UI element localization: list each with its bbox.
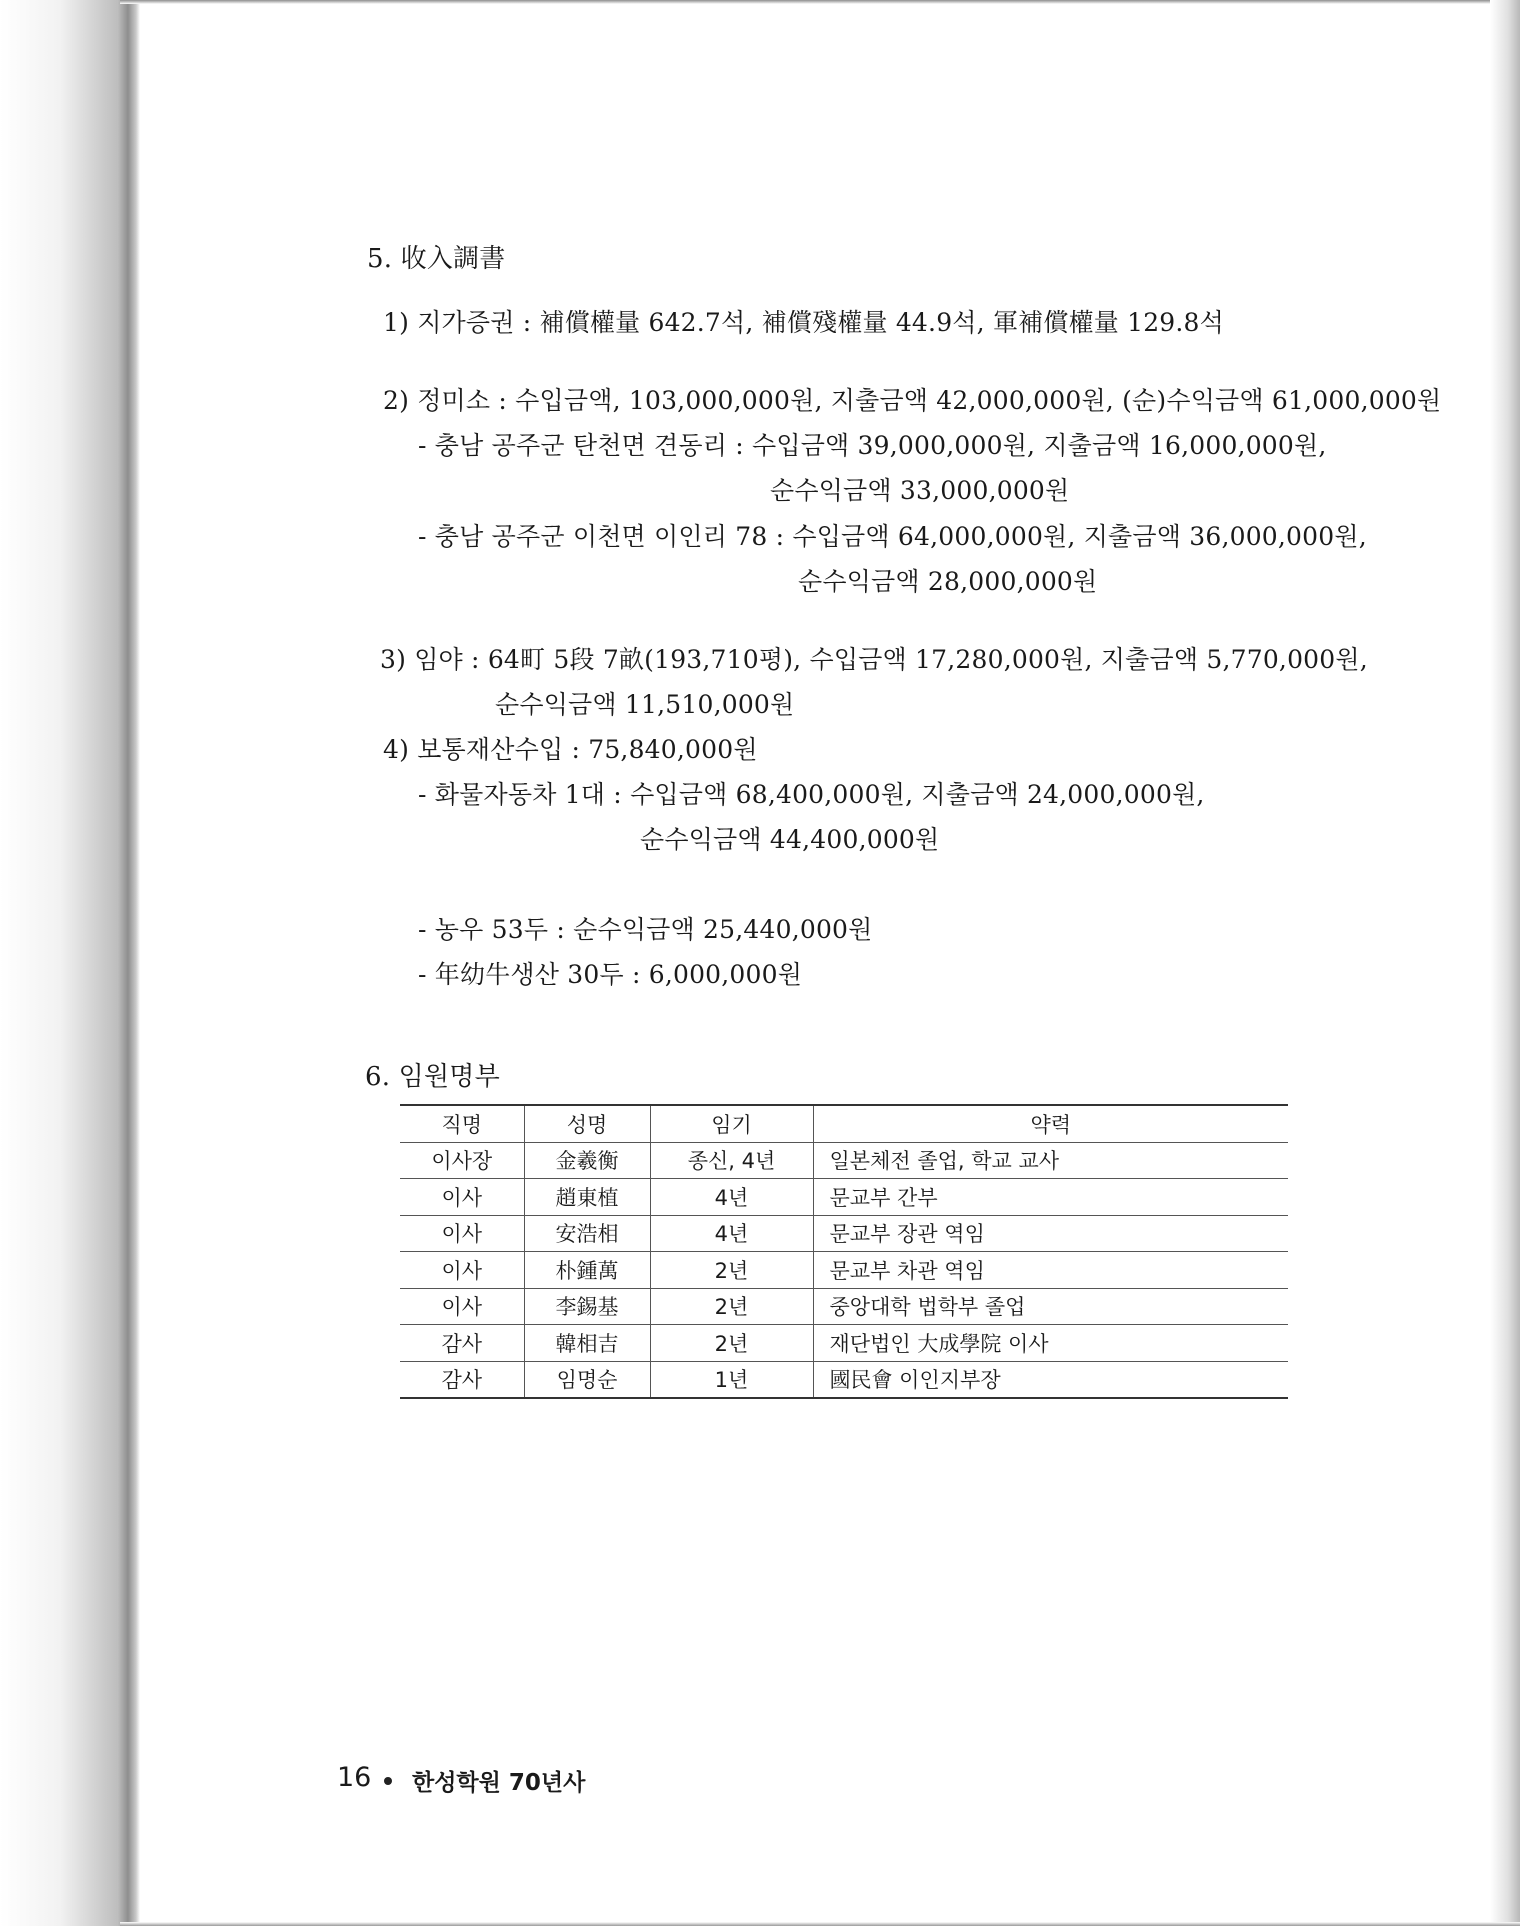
cell-term: 종신, 4년 <box>650 1142 813 1179</box>
table-row <box>400 1179 1288 1216</box>
header-term: 임기 <box>650 1105 813 1142</box>
income-item-2-sub1-line1: - 충남 공주군 탄천면 견동리 : 수입금액 39,000,000원, 지출금액 16,000,000원, <box>418 431 1327 460</box>
income-item-4: 4) 보통재산수입 : 75,840,000원 <box>383 735 758 764</box>
page-number: 16 <box>337 1762 372 1793</box>
cell-name: 韓相吉 <box>524 1325 650 1362</box>
cell-career: 중앙대학 법학부 졸업 <box>813 1288 1288 1325</box>
header-name: 성명 <box>524 1105 650 1142</box>
income-item-2-sub2-line1: - 충남 공주군 이천면 이인리 78 : 수입금액 64,000,000원, 지출금액 36,000,000원, <box>418 522 1367 551</box>
cell-position: 이사 <box>400 1179 524 1216</box>
cell-term: 4년 <box>650 1179 813 1216</box>
income-item-1: 1) 지가증권 : 補償權量 642.7석, 補償殘權量 44.9석, 軍補償權量 129.8석 <box>383 308 1225 337</box>
cell-position: 감사 <box>400 1361 524 1398</box>
page-stack-left-edge <box>0 0 140 1926</box>
income-item-4-sub2: - 농우 53두 : 순수익금액 25,440,000원 <box>418 915 873 944</box>
income-item-4-sub1-line2: 순수익금액 44,400,000원 <box>640 825 940 854</box>
cell-term: 2년 <box>650 1252 813 1289</box>
table-row <box>400 1361 1288 1398</box>
income-item-4-sub3: - 年幼牛생산 30두 : 6,000,000원 <box>418 960 803 989</box>
bullet-dot-icon <box>384 1777 392 1785</box>
page-bottom-edge <box>120 1922 1520 1926</box>
cell-career: 문교부 장관 역임 <box>813 1215 1288 1252</box>
cell-term: 4년 <box>650 1215 813 1252</box>
cell-term: 2년 <box>650 1288 813 1325</box>
income-item-3-line1: 3) 임야 : 64町 5段 7畝(193,710평), 수입금액 17,280,000원, 지출금액 5,770,000원, <box>380 645 1368 674</box>
page-top-edge <box>120 0 1520 4</box>
cell-position: 이사 <box>400 1215 524 1252</box>
section5-heading: 5. 收入調書 <box>367 244 506 274</box>
cell-career: 문교부 차관 역임 <box>813 1252 1288 1289</box>
book-title: 한성학원 70년사 <box>412 1770 586 1796</box>
cell-name: 朴鍾萬 <box>524 1252 650 1289</box>
cell-term: 1년 <box>650 1361 813 1398</box>
cell-career: 일본체전 졸업, 학교 교사 <box>813 1142 1288 1179</box>
income-item-2: 2) 정미소 : 수입금액, 103,000,000원, 지출금액 42,000,000원, (순)수익금액 61,000,000원 <box>383 386 1442 415</box>
page-right-edge <box>1490 0 1520 1926</box>
income-item-2-sub2-line2: 순수익금액 28,000,000원 <box>798 567 1098 596</box>
cell-name: 임명순 <box>524 1361 650 1398</box>
table-header-row <box>400 1105 1288 1142</box>
income-item-2-sub1-line2: 순수익금액 33,000,000원 <box>770 476 1070 505</box>
table-row <box>400 1215 1288 1252</box>
cell-term: 2년 <box>650 1325 813 1362</box>
cell-position: 이사장 <box>400 1142 524 1179</box>
cell-career: 國民會 이인지부장 <box>813 1361 1288 1398</box>
table-row <box>400 1252 1288 1289</box>
income-item-3-line2: 순수익금액 11,510,000원 <box>495 690 795 719</box>
table-row <box>400 1325 1288 1362</box>
table-row <box>400 1142 1288 1179</box>
cell-career: 문교부 간부 <box>813 1179 1288 1216</box>
officer-roster-table <box>400 1104 1288 1399</box>
cell-name: 安浩相 <box>524 1215 650 1252</box>
cell-career: 재단법인 大成學院 이사 <box>813 1325 1288 1362</box>
cell-name: 金羲衡 <box>524 1142 650 1179</box>
cell-name: 趙東植 <box>524 1179 650 1216</box>
section6-heading: 6. 임원명부 <box>365 1062 500 1092</box>
cell-position: 이사 <box>400 1252 524 1289</box>
header-position: 직명 <box>400 1105 524 1142</box>
table-row <box>400 1288 1288 1325</box>
cell-position: 이사 <box>400 1288 524 1325</box>
header-career: 약력 <box>813 1105 1288 1142</box>
income-item-4-sub1-line1: - 화물자동차 1대 : 수입금액 68,400,000원, 지출금액 24,000,000원, <box>418 780 1205 809</box>
cell-position: 감사 <box>400 1325 524 1362</box>
cell-name: 李錫基 <box>524 1288 650 1325</box>
